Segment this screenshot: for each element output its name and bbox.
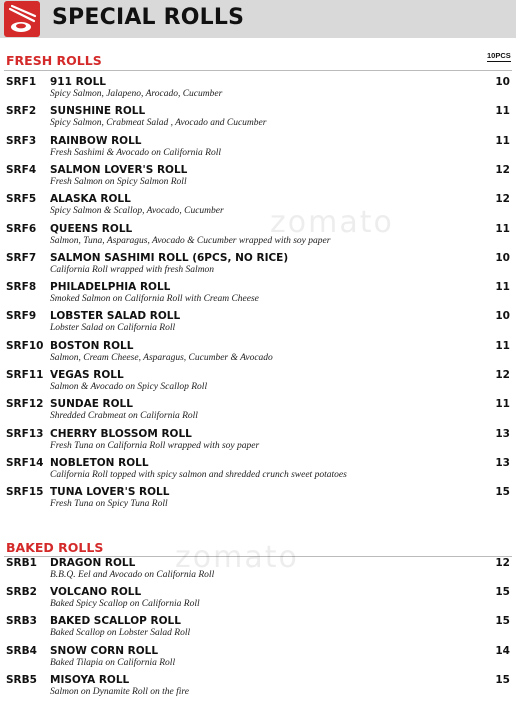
item-price: 10 bbox=[495, 251, 510, 264]
menu-item bbox=[0, 193, 516, 221]
item-description: Fresh Salmon on Spicy Salmon Roll bbox=[50, 176, 187, 187]
item-code: SRB5 bbox=[6, 673, 37, 686]
section-title-fresh: FRESH ROLLS bbox=[6, 53, 102, 68]
item-price: 12 bbox=[495, 369, 510, 381]
item-code: SRF6 bbox=[6, 222, 37, 235]
menu-item bbox=[0, 457, 516, 485]
item-description: Spicy Salmon, Crabmeat Salad , Avocado and Cucumber bbox=[50, 118, 267, 129]
pcs-label: 10PCS bbox=[487, 51, 511, 60]
item-name: DRAGON ROLL bbox=[50, 557, 136, 569]
item-code: SRF4 bbox=[6, 163, 37, 176]
item-name: LOBSTER SALAD ROLL bbox=[50, 310, 181, 323]
item-name: VEGAS ROLL bbox=[50, 369, 124, 381]
item-description: California Roll wrapped with fresh Salmon bbox=[50, 264, 215, 275]
item-code: SRF10 bbox=[6, 339, 44, 352]
item-description: Baked Tilapia on California Roll bbox=[50, 657, 176, 668]
item-description: Lobster Salad on California Roll bbox=[50, 323, 176, 334]
item-name: CHERRY BLOSSOM ROLL bbox=[50, 427, 192, 440]
item-description: Salmon, Tuna, Asparagus, Avocado & Cucumber wrapped with soy paper bbox=[50, 235, 331, 246]
item-price: 11 bbox=[495, 134, 510, 147]
item-code: SRF8 bbox=[6, 281, 37, 294]
item-code: SRF2 bbox=[6, 105, 37, 118]
item-description: Salmon, Cream Cheese, Asparagus, Cucumber & Avocado bbox=[50, 352, 273, 363]
item-description: Spicy Salmon & Scallop, Avocado, Cucumber bbox=[50, 206, 224, 217]
item-code: SRB4 bbox=[6, 644, 37, 657]
menu-item bbox=[0, 164, 516, 192]
section-title-baked: BAKED ROLLS bbox=[6, 540, 104, 555]
item-code: SRF15 bbox=[6, 486, 44, 499]
item-name: SALMON LOVER'S ROLL bbox=[50, 163, 188, 176]
item-code: SRF12 bbox=[6, 398, 44, 411]
item-description: Salmon & Avocado on Spicy Scallop Roll bbox=[50, 382, 208, 392]
menu-item bbox=[0, 340, 516, 368]
menu-item bbox=[0, 428, 516, 456]
watermark: zomato bbox=[270, 205, 394, 240]
item-price: 12 bbox=[495, 193, 510, 206]
item-name: VOLCANO ROLL bbox=[50, 586, 142, 599]
section-divider bbox=[4, 70, 512, 71]
item-price: 15 bbox=[495, 615, 510, 628]
item-code: SRF1 bbox=[6, 76, 37, 88]
item-name: BAKED SCALLOP ROLL bbox=[50, 615, 181, 628]
item-name: SUNSHINE ROLL bbox=[50, 105, 146, 118]
sushi-chopsticks-icon bbox=[4, 1, 40, 37]
item-name: 911 ROLL bbox=[50, 76, 106, 88]
item-description: Baked Spicy Scallop on California Roll bbox=[50, 599, 200, 610]
item-description: Salmon on Dynamite Roll on the fire bbox=[50, 686, 189, 697]
menu-item bbox=[0, 223, 516, 251]
menu-item bbox=[0, 310, 516, 338]
item-description: B.B.Q. Eel and Avocado on California Roll bbox=[50, 570, 215, 580]
item-description: California Roll topped with spicy salmon and shredded crunch sweet potatoes bbox=[50, 469, 347, 480]
item-name: SNOW CORN ROLL bbox=[50, 644, 159, 657]
menu-item bbox=[0, 398, 516, 426]
menu-item bbox=[0, 645, 516, 673]
item-price: 10 bbox=[495, 310, 510, 323]
menu-item bbox=[0, 281, 516, 309]
item-name: ALASKA ROLL bbox=[50, 193, 131, 206]
menu-item bbox=[0, 369, 516, 397]
item-price: 11 bbox=[495, 398, 510, 411]
item-price: 11 bbox=[495, 281, 510, 294]
item-description: Spicy Salmon, Jalapeno, Arocado, Cucumber bbox=[50, 89, 223, 99]
menu-item bbox=[0, 105, 516, 133]
watermark: zomato bbox=[175, 540, 299, 575]
item-description: Fresh Tuna on California Roll wrapped with soy paper bbox=[50, 440, 260, 451]
page-title: SPECIAL ROLLS bbox=[52, 5, 245, 30]
page-header bbox=[0, 0, 516, 38]
item-code: SRF5 bbox=[6, 193, 37, 206]
item-name: SALMON SASHIMI ROLL (6PCS, NO RICE) bbox=[50, 251, 289, 264]
menu-item bbox=[0, 486, 516, 514]
item-name: RAINBOW ROLL bbox=[50, 134, 142, 147]
item-price: 14 bbox=[495, 644, 510, 657]
item-price: 11 bbox=[495, 105, 510, 118]
item-price: 15 bbox=[495, 586, 510, 599]
item-name: NOBLETON ROLL bbox=[50, 456, 149, 469]
menu-item bbox=[0, 252, 516, 280]
item-description: Smoked Salmon on California Roll with Cream Cheese bbox=[50, 294, 259, 305]
item-description: Baked Scallop on Lobster Salad Roll bbox=[50, 628, 191, 639]
item-price: 12 bbox=[495, 557, 510, 569]
item-price: 13 bbox=[495, 427, 510, 440]
item-code: SRF14 bbox=[6, 456, 44, 469]
item-price: 12 bbox=[495, 163, 510, 176]
item-name: PHILADELPHIA ROLL bbox=[50, 281, 171, 294]
item-code: SRF11 bbox=[6, 369, 44, 381]
item-code: SRB1 bbox=[6, 557, 37, 569]
menu-item bbox=[0, 76, 516, 104]
item-price: 15 bbox=[495, 673, 510, 686]
item-code: SRF7 bbox=[6, 251, 37, 264]
item-name: QUEENS ROLL bbox=[50, 222, 133, 235]
item-name: TUNA LOVER'S ROLL bbox=[50, 486, 170, 499]
item-code: SRF9 bbox=[6, 310, 37, 323]
item-price: 10 bbox=[495, 76, 510, 88]
item-code: SRB3 bbox=[6, 615, 37, 628]
item-code: SRF13 bbox=[6, 427, 44, 440]
item-name: SUNDAE ROLL bbox=[50, 398, 133, 411]
item-price: 11 bbox=[495, 339, 510, 352]
menu-item bbox=[0, 586, 516, 614]
menu-item bbox=[0, 674, 516, 702]
item-code: SRF3 bbox=[6, 134, 37, 147]
item-name: MISOYA ROLL bbox=[50, 673, 130, 686]
menu-item bbox=[0, 615, 516, 643]
item-name: BOSTON ROLL bbox=[50, 339, 134, 352]
item-price: 11 bbox=[495, 222, 510, 235]
item-description: Fresh Sashimi & Avocado on California Roll bbox=[50, 147, 221, 158]
item-price: 13 bbox=[495, 456, 510, 469]
item-code: SRB2 bbox=[6, 586, 37, 599]
item-price: 15 bbox=[495, 486, 510, 499]
item-description: Fresh Tuna on Spicy Tuna Roll bbox=[50, 499, 168, 510]
menu-item bbox=[0, 135, 516, 163]
item-description: Shredded Crabmeat on California Roll bbox=[50, 411, 198, 422]
